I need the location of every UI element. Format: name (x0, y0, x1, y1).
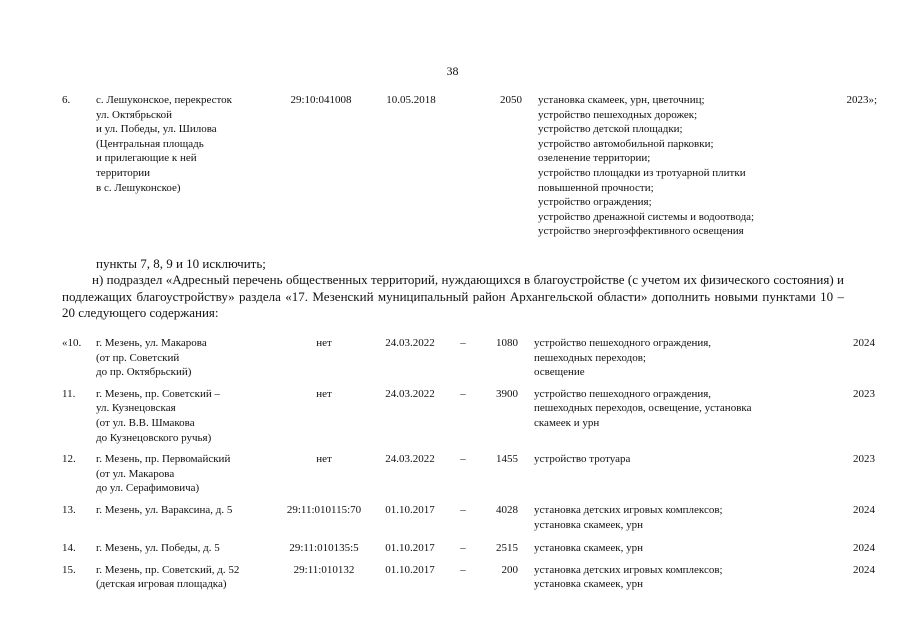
cadastre-cell: нет (316, 453, 332, 466)
cadastre-cell: нет (316, 387, 332, 400)
spacer-cell (518, 563, 534, 592)
row-number: 13. (62, 503, 76, 516)
area-cell: 1455 (496, 453, 518, 466)
year-cell: 2024 (853, 542, 875, 555)
dash-cell: – (460, 453, 466, 466)
address-cell: с. Лешуконское, перекресток ул. Октябрьской и ул. Победы, ул. Шилова (Центральная площадь и прилегающие к ней территории в с. Лешуконское) (96, 94, 233, 194)
area-cell: 4028 (496, 503, 518, 516)
paragraph-subsection-n: н) подраздел «Адресный перечень общественных территорий, нуждающихся в благоустройстве (с учетом их физического состояния) и подлежащих благоустройству» раздела «17. Мезенский муниципальный район Архангельской области» дополнить новыми пунктами 10 – 20 следующего содержания: (62, 272, 844, 320)
table-row (62, 336, 875, 387)
dash-cell: – (460, 337, 466, 349)
row-number: 15. (62, 563, 76, 576)
date-cell: 10.05.2018 (386, 94, 436, 106)
year-cell: 2023 (853, 387, 875, 400)
date-cell: 24.03.2022 (385, 453, 435, 466)
table-row (62, 503, 875, 541)
works-cell: установка детских игровых комплексов; установка скамеек, урн (534, 563, 723, 591)
cadastre-cell: 29:10:041008 (290, 94, 352, 106)
page-number: 38 (446, 64, 459, 78)
area-cell: 3900 (496, 387, 518, 400)
row-number: 6. (62, 94, 71, 106)
dash-cell: – (460, 503, 466, 516)
area-cell: 200 (501, 563, 518, 576)
table-row (62, 563, 875, 592)
table-row (62, 541, 875, 563)
date-cell: 01.10.2017 (385, 542, 435, 555)
row-number: 11. (62, 387, 76, 400)
date-cell: 01.10.2017 (385, 503, 435, 516)
year-cell: 2024 (853, 563, 875, 576)
territories-table-main (62, 336, 875, 592)
spacer-cell (518, 387, 534, 452)
dash-cell: – (460, 542, 466, 555)
address-cell: г. Мезень, пр. Советский – ул. Кузнецовская (от ул. В.В. Шмакова до Кузнецовского ручья) (96, 387, 220, 444)
works-cell: устройство пешеходного ограждения, пешеходных переходов; освещение (534, 337, 712, 379)
address-cell: г. Мезень, пр. Первомайский (от ул. Макарова до ул. Серафимовича) (96, 453, 231, 495)
year-cell: 2024 (853, 337, 875, 349)
spacer-cell (518, 541, 534, 563)
works-cell: установка детских игровых комплексов; установка скамеек, урн (534, 503, 723, 531)
year-cell: 2023»; (846, 94, 877, 106)
dash-cell: – (460, 563, 466, 576)
area-cell: 2515 (496, 542, 518, 555)
table-row (62, 93, 877, 239)
works-cell: установка скамеек, урн (534, 542, 643, 555)
cadastre-cell: 29:11:010135:5 (289, 542, 359, 555)
territories-table-top (62, 93, 877, 239)
address-cell: г. Мезень, пр. Советский, д. 52 (детская игровая площадка) (96, 563, 240, 591)
spacer-cell (518, 452, 534, 503)
area-cell: 1080 (496, 337, 518, 349)
spacer-cell (518, 503, 534, 541)
paragraph-exclude-items: пункты 7, 8, 9 и 10 исключить; (96, 256, 266, 271)
row-number: 14. (62, 542, 76, 555)
year-cell: 2023 (853, 453, 875, 466)
address-cell: г. Мезень, ул. Победы, д. 5 (96, 542, 220, 555)
works-cell: установка скамеек, урн, цветочниц; устройство пешеходных дорожек; устройство детской площадки; устройство автомобильной парковки; озеленение территории; устройство площадки из тротуарной плитки повышенной прочности; устройство ограждения; устройство дренажной системы и водоотвода; устройство энергоэффективного освещения (538, 94, 755, 238)
table-row (62, 452, 875, 503)
spacer-cell (522, 93, 538, 239)
area-cell: 2050 (500, 94, 522, 106)
works-cell: устройство пешеходного ограждения, пешеходных переходов, освещение, установка скамеек и урн (534, 387, 752, 429)
cadastre-cell: нет (316, 337, 332, 349)
cadastre-cell: 29:11:010132 (293, 563, 355, 576)
dash-cell: – (460, 387, 466, 400)
date-cell: 24.03.2022 (385, 337, 435, 349)
date-cell: 24.03.2022 (385, 387, 435, 400)
address-cell: г. Мезень, ул. Вараксина, д. 5 (96, 503, 233, 516)
works-cell: устройство тротуара (534, 453, 631, 466)
date-cell: 01.10.2017 (385, 563, 435, 576)
row-number: 12. (62, 453, 76, 466)
table-row (62, 387, 875, 452)
year-cell: 2024 (853, 503, 875, 516)
address-cell: г. Мезень, ул. Макарова (от пр. Советский до пр. Октябрьский) (96, 337, 207, 379)
cadastre-cell: 29:11:010115:70 (286, 503, 362, 516)
spacer-cell (518, 336, 534, 387)
row-number: «10. (62, 337, 82, 349)
